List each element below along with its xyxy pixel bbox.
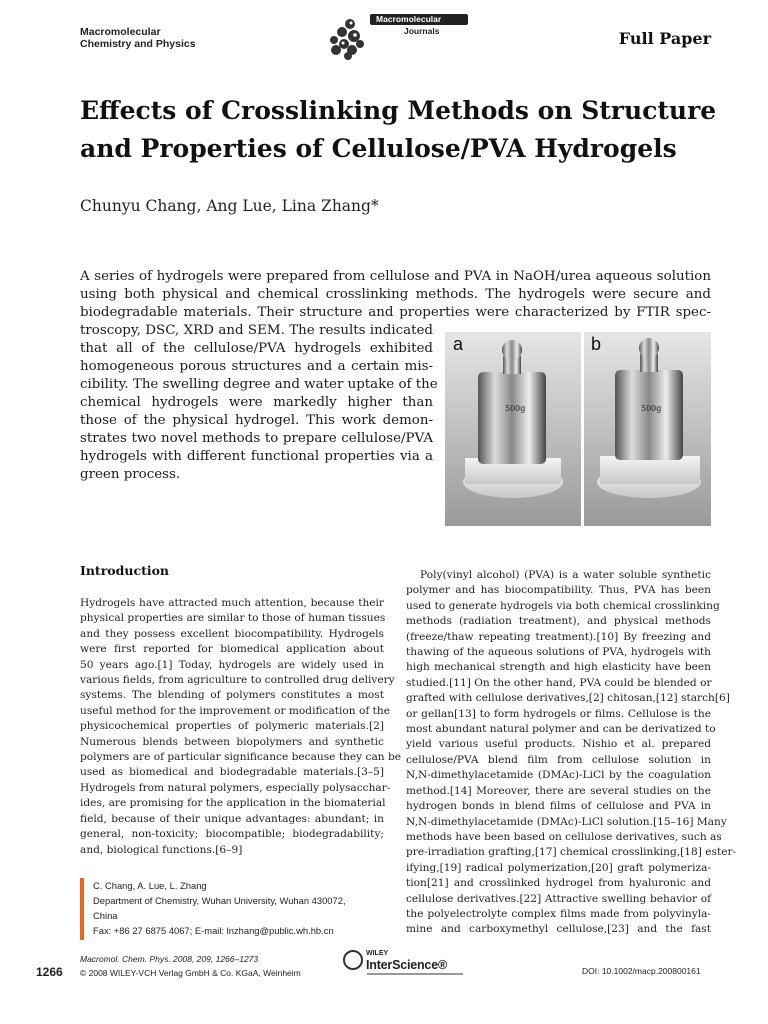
text-line: physicochemical properties of polymeric materials.[2]: [80, 720, 384, 733]
text-line: N,N-dimethylacetamide (DMAc)-LiCl by the coagulation: [406, 769, 711, 782]
abstract-narrow: [80, 322, 438, 484]
journal-name-line-2: Chemistry and Physics: [80, 38, 196, 50]
section-heading-introduction: Introduction: [80, 563, 170, 578]
publisher-top: WILEY: [366, 950, 389, 957]
weight-label-b: 500g: [641, 404, 662, 413]
abstract-line: those of the physical hydrogel. This work demon-: [80, 413, 433, 428]
article-title-line-2: and Properties of Cellulose/PVA Hydrogels: [80, 134, 677, 163]
text-line: Poly(vinyl alcohol) (PVA) is a water soluble synthetic: [420, 569, 711, 581]
weight-label-a: 500g: [505, 404, 526, 413]
abstract-line: that all of the cellulose/PVA hydrogels exhibited: [80, 341, 433, 356]
panel-label-b: b: [591, 334, 602, 354]
text-line: yield various useful products. Nishio et al. prepared: [406, 738, 711, 751]
footer-citation: Macromol. Chem. Phys. 2008, 209, 1266–1273: [80, 954, 259, 964]
text-line: ifying,[19] radical polymerization,[20] graft polymeriza-: [406, 861, 711, 874]
text-line: studied.[11] On the other hand, PVA could be blended or: [406, 676, 712, 689]
abstract-line: using both physical and chemical crosslinking methods. The hydrogels were secure and: [80, 287, 711, 302]
journal-name-line-1: Macromolecular: [80, 26, 161, 38]
article-title-line-1: Effects of Crosslinking Methods on Structure: [80, 96, 717, 125]
abstract-line: troscopy, DSC, XRD and SEM. The results indicated: [80, 323, 433, 338]
text-line: various fields, from agriculture to controlled drug delivery: [80, 674, 395, 687]
affiliation-country: China: [93, 910, 118, 921]
text-line: high mechanical strength and high elasticity have been: [406, 661, 711, 674]
text-line: ides, are promising for the application in the biomaterial: [80, 797, 386, 810]
text-line: were first reported for biomedical application about: [80, 643, 384, 656]
text-line: thawing of the aqueous solutions of PVA, hydrogels with: [406, 646, 711, 659]
text-line: and, biological functions.[6–9]: [80, 843, 243, 856]
text-line: mine and carboxymethyl cellulose,[23] and the fast: [406, 923, 711, 936]
graphical-abstract-photo: [445, 332, 711, 526]
right-column-text: [406, 568, 737, 938]
text-line: Hydrogels from natural polymers, especially polysacchar-: [80, 781, 391, 794]
text-line: general, non-toxicity; biocompatible; biodegradability;: [80, 828, 384, 841]
text-line: field, because of their unique advantages: abundant; in: [80, 812, 384, 825]
text-line: physical properties are similar to those of human tissues: [80, 612, 386, 625]
text-line: or gellan[13] to form hydrogels or films. Cellulose is the: [406, 707, 711, 720]
interscience-logo-icon: [343, 950, 363, 970]
text-line: method.[14] Moreover, there are several studies on the: [406, 784, 711, 797]
affiliation-department: Department of Chemistry, Wuhan University, Wuhan 430072,: [93, 895, 346, 906]
text-line: hydrogen bonds in blend films of cellulose and PVA in: [406, 800, 711, 813]
text-line: 50 years ago.[1] Today, hydrogels are widely used in: [80, 658, 384, 671]
text-line: tion[21] and crosslinked hydrogel from hyaluronic and: [406, 877, 711, 890]
logo-subtitle: Journals: [404, 26, 440, 36]
abstract-line: chemical hydrogels were markedly higher than: [80, 395, 433, 410]
article-title: [80, 92, 720, 168]
logo-title: Macromolecular: [376, 14, 442, 24]
affiliation-box: [93, 878, 383, 938]
page-number: 1266: [36, 965, 63, 979]
doi-label: DOI: 10.1002/macp.200800161: [582, 966, 701, 976]
publisher-logo-underline: [367, 973, 463, 975]
panel-label-a: a: [453, 334, 464, 354]
hydrogel-weights-photo-icon: [445, 332, 711, 526]
publisher-logo: InterScience®: [366, 958, 447, 972]
text-line: polymer and has biocompatibility. Thus, PVA has been: [406, 584, 711, 597]
text-line: methods (radiation treatment), and physical methods: [406, 615, 711, 628]
text-line: used to generate hydrogels via both chemical crosslinking: [406, 599, 720, 612]
abstract-line: hydrogels with different functional properties via a: [80, 449, 433, 464]
text-line: systems. The blending of polymers constitutes a most: [80, 689, 384, 702]
text-line: most abundant natural polymer and can be derivatized to: [406, 723, 716, 736]
abstract-line: cibility. The swelling degree and water uptake of the: [80, 377, 438, 392]
text-line: used as biomedical and biodegradable materials.[3–5]: [80, 766, 384, 779]
text-line: cellulose derivatives.[22] Attractive swelling behavior of: [406, 892, 711, 905]
journal-name: [80, 26, 196, 50]
text-line: N,N-dimethylacetamide (DMAc)-LiCl solution.[15–16] Many: [406, 815, 727, 828]
abstract-line: A series of hydrogels were prepared from cellulose and PVA in NaOH/urea aqueous solution: [80, 269, 711, 284]
abstract-line: strates two novel methods to prepare cellulose/PVA: [80, 431, 433, 446]
author-list: Chunyu Chang, Ang Lue, Lina Zhang*: [80, 197, 379, 215]
text-line: methods have been based on cellulose derivatives, such as: [406, 830, 722, 843]
abstract-line: homogeneous porous structures and a certain mis-: [80, 359, 433, 374]
text-line: pre-irradiation grafting,[17] chemical crosslinking,[18] ester-: [406, 846, 737, 859]
abstract-line: biodegradable materials. Their structure and properties were characterized by FTIR spec-: [80, 305, 711, 320]
text-line: grafted with cellulose derivatives,[2] chitosan,[12] starch[6]: [406, 692, 730, 705]
affiliation-names: C. Chang, A. Lue, L. Zhang: [93, 880, 207, 891]
text-line: useful method for the improvement or modification of the: [80, 704, 391, 717]
footer-copyright: © 2008 WILEY-VCH Verlag GmbH & Co. KGaA, Weinheim: [80, 968, 301, 978]
text-line: the polyelectrolyte complex films made from polyvinyla-: [406, 907, 711, 920]
text-line: cellulose/PVA blend film from cellulose solution in: [406, 753, 711, 766]
footer-citation-block: [80, 952, 301, 980]
article-type-label: Full Paper: [618, 29, 711, 48]
text-line: Numerous blends between biopolymers and synthetic: [80, 735, 384, 748]
abstract-line: green process.: [80, 467, 181, 482]
affiliation-contact: Fax: +86 27 6875 4067; E-mail: lnzhang@public.wh.hb.cn: [93, 925, 334, 936]
text-line: Hydrogels have attracted much attention, because their: [80, 597, 384, 609]
text-line: and they possess excellent biocompatibility. Hydrogels: [80, 627, 384, 640]
text-line: polymers are of particular significance because they can be: [80, 751, 402, 764]
abstract-full-width: [80, 268, 711, 322]
left-column-text: [80, 596, 402, 858]
text-line: (freeze/thaw repeating treatment).[10] By freezing and: [406, 630, 711, 643]
affiliation-accent-bar: [80, 878, 84, 940]
